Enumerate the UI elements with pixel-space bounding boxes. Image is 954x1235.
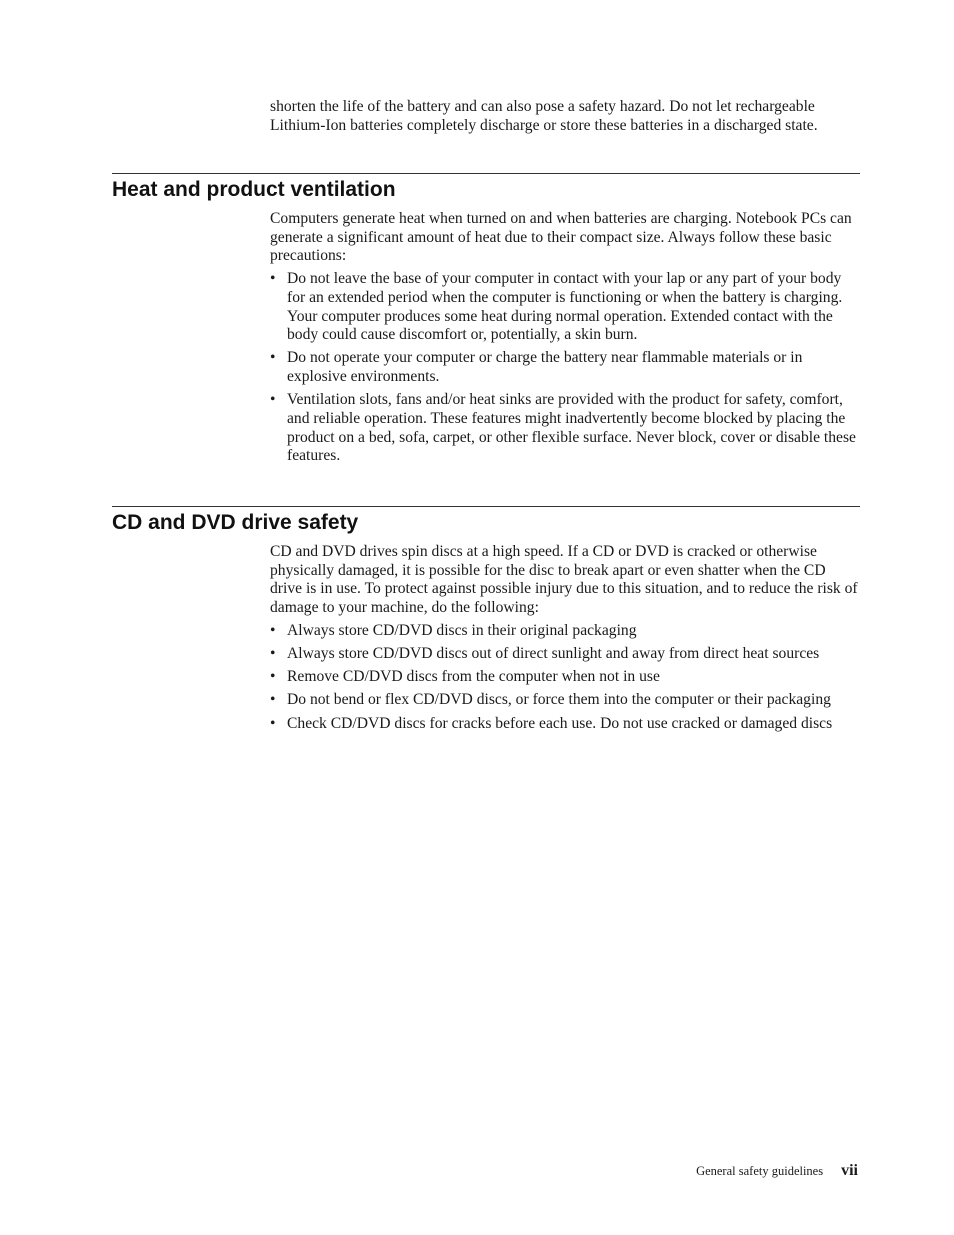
list-item-text: Remove CD/DVD discs from the computer when not in use <box>287 668 660 686</box>
bullet-list <box>270 270 860 466</box>
page-footer <box>696 1162 858 1180</box>
list-item-text: Do not operate your computer or charge the battery near flammable materials or in explosive environments. <box>287 349 803 386</box>
bullet-list <box>270 622 860 734</box>
section-heat-ventilation <box>112 173 860 471</box>
list-item-text: Always store CD/DVD discs out of direct sunlight and away from direct heat sources <box>287 645 820 663</box>
footer-title: General safety guidelines <box>696 1164 824 1178</box>
bullet-icon: • <box>270 691 276 709</box>
section-cd-dvd-safety <box>112 506 860 738</box>
list-item-text: Ventilation slots, fans and/or heat sinks are provided with the product for safety, comfort, and reliable operation. These features might inadvertently become blocked by placing the product on a bed, sofa, carpet, or other flexible surface. Never block, cover or disable these features. <box>287 391 856 465</box>
bullet-icon: • <box>270 621 276 639</box>
list-item-text: Check CD/DVD discs for cracks before each use. Do not use cracked or damaged discs <box>287 714 833 732</box>
list-item <box>270 270 860 345</box>
section-divider <box>112 506 860 507</box>
list-item <box>270 391 860 466</box>
section-heading: Heat and product ventilation <box>112 178 396 201</box>
section-body <box>270 543 860 733</box>
intro-paragraph: shorten the life of the battery and can also pose a safety hazard. Do not let rechargeable Lithium-Ion batteries completely discharge or store these batteries in a discharged state. <box>270 98 818 134</box>
list-item <box>270 691 860 710</box>
bullet-icon: • <box>270 714 276 732</box>
bullet-icon: • <box>270 668 276 686</box>
page-number: vii <box>841 1162 858 1179</box>
section-paragraph: Computers generate heat when turned on and when batteries are charging. Notebook PCs can generate a significant amount of heat due to their compact size. Always follow these basic precautions: <box>270 210 852 265</box>
section-body <box>270 210 860 466</box>
section-divider <box>112 173 860 174</box>
bullet-icon: • <box>270 391 276 409</box>
list-item <box>270 715 860 734</box>
list-item <box>270 668 860 687</box>
list-item-text: Do not leave the base of your computer in contact with your lap or any part of your body for an extended period when the computer is functioning or when the battery is charging. Your computer produces some heat during normal operation. Extended contact with the body could cause discomfort or, potentially, a skin burn. <box>287 270 843 344</box>
bullet-icon: • <box>270 270 276 288</box>
list-item-text: Always store CD/DVD discs in their original packaging <box>287 621 637 639</box>
list-item <box>270 622 860 641</box>
list-item <box>270 349 860 386</box>
bullet-icon: • <box>270 349 276 367</box>
section-heading: CD and DVD drive safety <box>112 511 359 534</box>
list-item-text: Do not bend or flex CD/DVD discs, or force them into the computer or their packaging <box>287 691 831 709</box>
bullet-icon: • <box>270 645 276 663</box>
section-paragraph: CD and DVD drives spin discs at a high speed. If a CD or DVD is cracked or otherwise physically damaged, it is possible for the disc to break apart or even shatter when the CD drive is in use. To protect against possible injury due to this situation, and to reduce the risk of damage to your machine, do the following: <box>270 543 858 617</box>
list-item <box>270 645 860 664</box>
